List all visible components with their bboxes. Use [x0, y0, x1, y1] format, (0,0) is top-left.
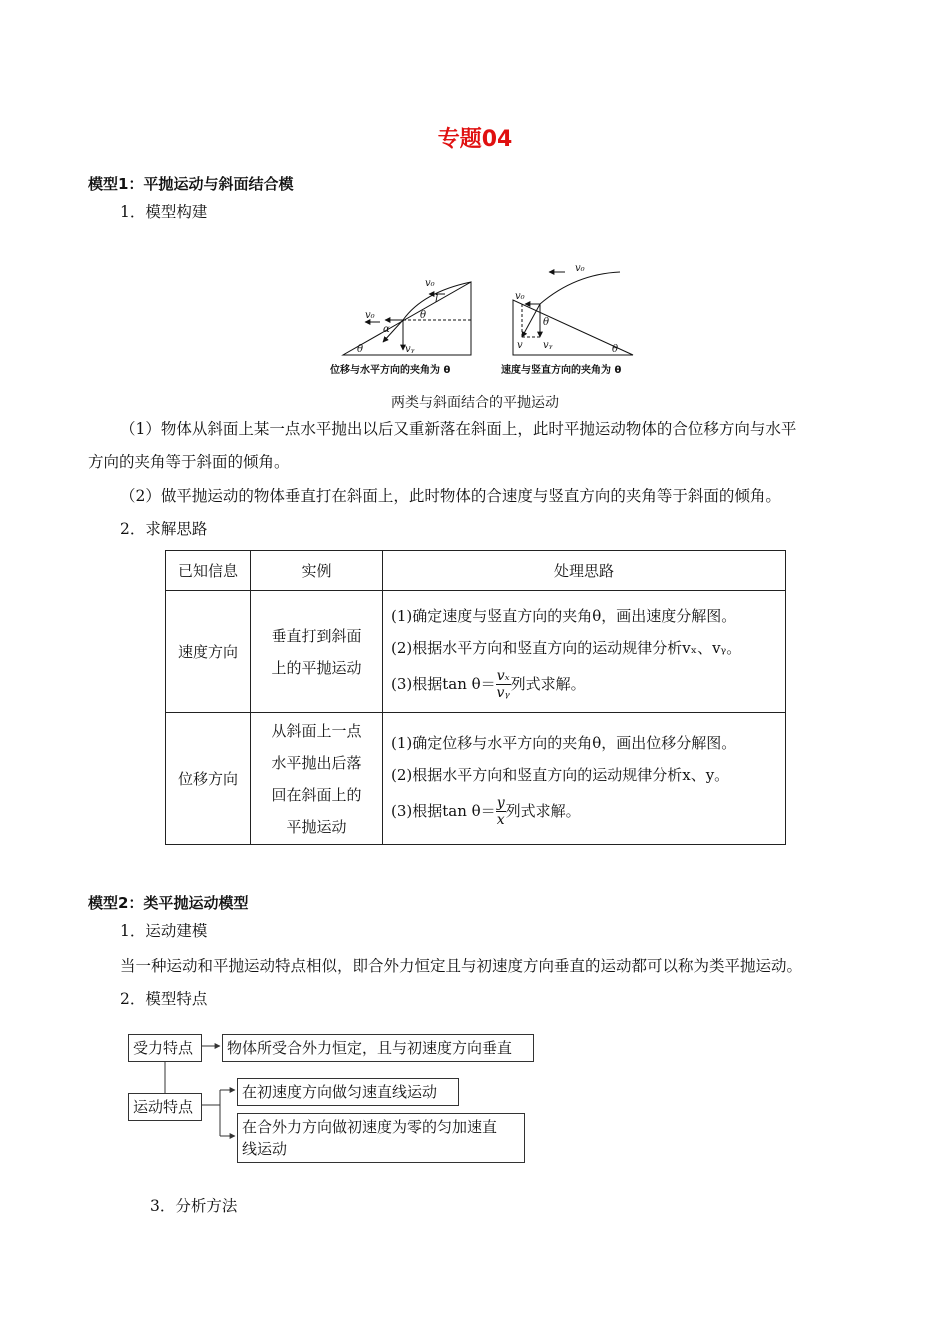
step-line: (1)确定位移与水平方向的夹角θ，画出位移分解图。	[391, 733, 737, 752]
model2-sub1: 1．运动建模	[120, 922, 208, 940]
para1-line1: （1）物体从斜面上某一点水平抛出以后又重新落在斜面上，此时平抛运动物体的合位移方向与水平	[120, 420, 797, 438]
table-row	[166, 591, 786, 713]
motion-desc2-line2: 线运动	[242, 1140, 288, 1158]
table-cell-example	[251, 713, 383, 845]
solution-table	[165, 550, 786, 845]
fraction	[496, 668, 511, 701]
step-line-formula	[391, 791, 777, 831]
step-line: (1)确定速度与竖直方向的夹角θ，画出速度分解图。	[391, 606, 737, 625]
table-header: 处理思路	[383, 551, 786, 591]
label-vy-right: vᵧ	[543, 340, 553, 351]
motion-feature-label: 运动特点	[128, 1093, 202, 1121]
step-line: (2)根据水平方向和竖直方向的运动规律分析vₓ、vᵧ。	[391, 638, 742, 657]
label-v-right: v	[517, 340, 523, 351]
motion-feature-desc2	[237, 1113, 525, 1163]
page-title: 专题04	[437, 127, 513, 152]
label-theta-right2: θ	[612, 344, 619, 355]
fraction-numerator: y	[496, 795, 505, 811]
table-cell-info: 速度方向	[166, 591, 251, 713]
model2-sub2: 2．模型特点	[120, 990, 208, 1008]
label-v0-left: v₀	[425, 278, 435, 289]
example-line: 从斜面上一点	[271, 721, 362, 740]
example-line: 平抛运动	[286, 817, 347, 836]
step3-suffix: 列式求解。	[510, 674, 586, 693]
table-cell-steps	[383, 591, 786, 713]
step-line: (2)根据水平方向和竖直方向的运动规律分析x、y。	[391, 765, 730, 784]
fraction-denominator: x	[496, 812, 505, 828]
table-row	[166, 713, 786, 845]
model1-heading: 模型1：平抛运动与斜面结合模	[88, 175, 294, 193]
para1-line2: 方向的夹角等于斜面的倾角。	[88, 453, 290, 471]
force-feature-label: 受力特点	[128, 1034, 202, 1062]
projectile-slope-figure	[325, 262, 660, 382]
model1-sub2: 2．求解思路	[120, 520, 208, 538]
right-diagram	[513, 272, 633, 355]
label-l: l	[435, 294, 439, 305]
table-cell-example	[251, 591, 383, 713]
para2: （2）做平抛运动的物体垂直打在斜面上，此时物体的合速度与竖直方向的夹角等于斜面的倾角。	[120, 487, 781, 505]
step3-prefix: (3)根据tan θ＝	[391, 801, 496, 820]
step3-prefix: (3)根据tan θ＝	[391, 674, 496, 693]
table-cell-steps	[383, 713, 786, 845]
table-header: 实例	[251, 551, 383, 591]
label-v0-right2: v₀	[515, 291, 525, 302]
label-alpha: α	[383, 324, 390, 335]
label-theta-right: θ	[543, 317, 550, 328]
force-feature-desc: 物体所受合外力恒定，且与初速度方向垂直	[222, 1034, 534, 1062]
fraction	[496, 795, 506, 828]
example-line: 上的平抛运动	[271, 658, 362, 677]
label-theta-left2: θ	[357, 344, 364, 355]
table-header: 已知信息	[166, 551, 251, 591]
label-v0-right: v₀	[575, 263, 585, 274]
label-theta-left: θ	[420, 310, 427, 321]
model2-sub3: 3．分析方法	[150, 1197, 238, 1215]
motion-feature-desc1: 在初速度方向做匀速直线运动	[237, 1078, 459, 1106]
fraction-denominator: vᵧ	[496, 685, 510, 701]
example-line: 水平抛出后落	[271, 753, 362, 772]
label-v0-left2: v₀	[365, 310, 375, 321]
figure-left-caption: 位移与水平方向的夹角为 θ	[330, 365, 451, 376]
figure-caption: 两类与斜面结合的平抛运动	[391, 395, 559, 411]
model2-para: 当一种运动和平抛运动特点相似，即合外力恒定且与初速度方向垂直的运动都可以称为类平抛运动。	[120, 957, 803, 975]
step3-suffix: 列式求解。	[505, 801, 581, 820]
motion-desc2-line1: 在合外力方向做初速度为零的匀加速直	[242, 1118, 498, 1136]
model1-sub1: 1．模型构建	[120, 203, 208, 221]
fraction-numerator: vₓ	[496, 668, 510, 684]
example-line: 垂直打到斜面	[271, 626, 362, 645]
step-line-formula	[391, 664, 777, 704]
example-line: 回在斜面上的	[271, 785, 362, 804]
figure-right-caption: 速度与竖直方向的夹角为 θ	[501, 365, 622, 376]
label-vy-left: vᵧ	[405, 344, 415, 355]
model2-heading: 模型2：类平抛运动模型	[88, 894, 249, 912]
table-header-row	[166, 551, 786, 591]
table-cell-info: 位移方向	[166, 713, 251, 845]
